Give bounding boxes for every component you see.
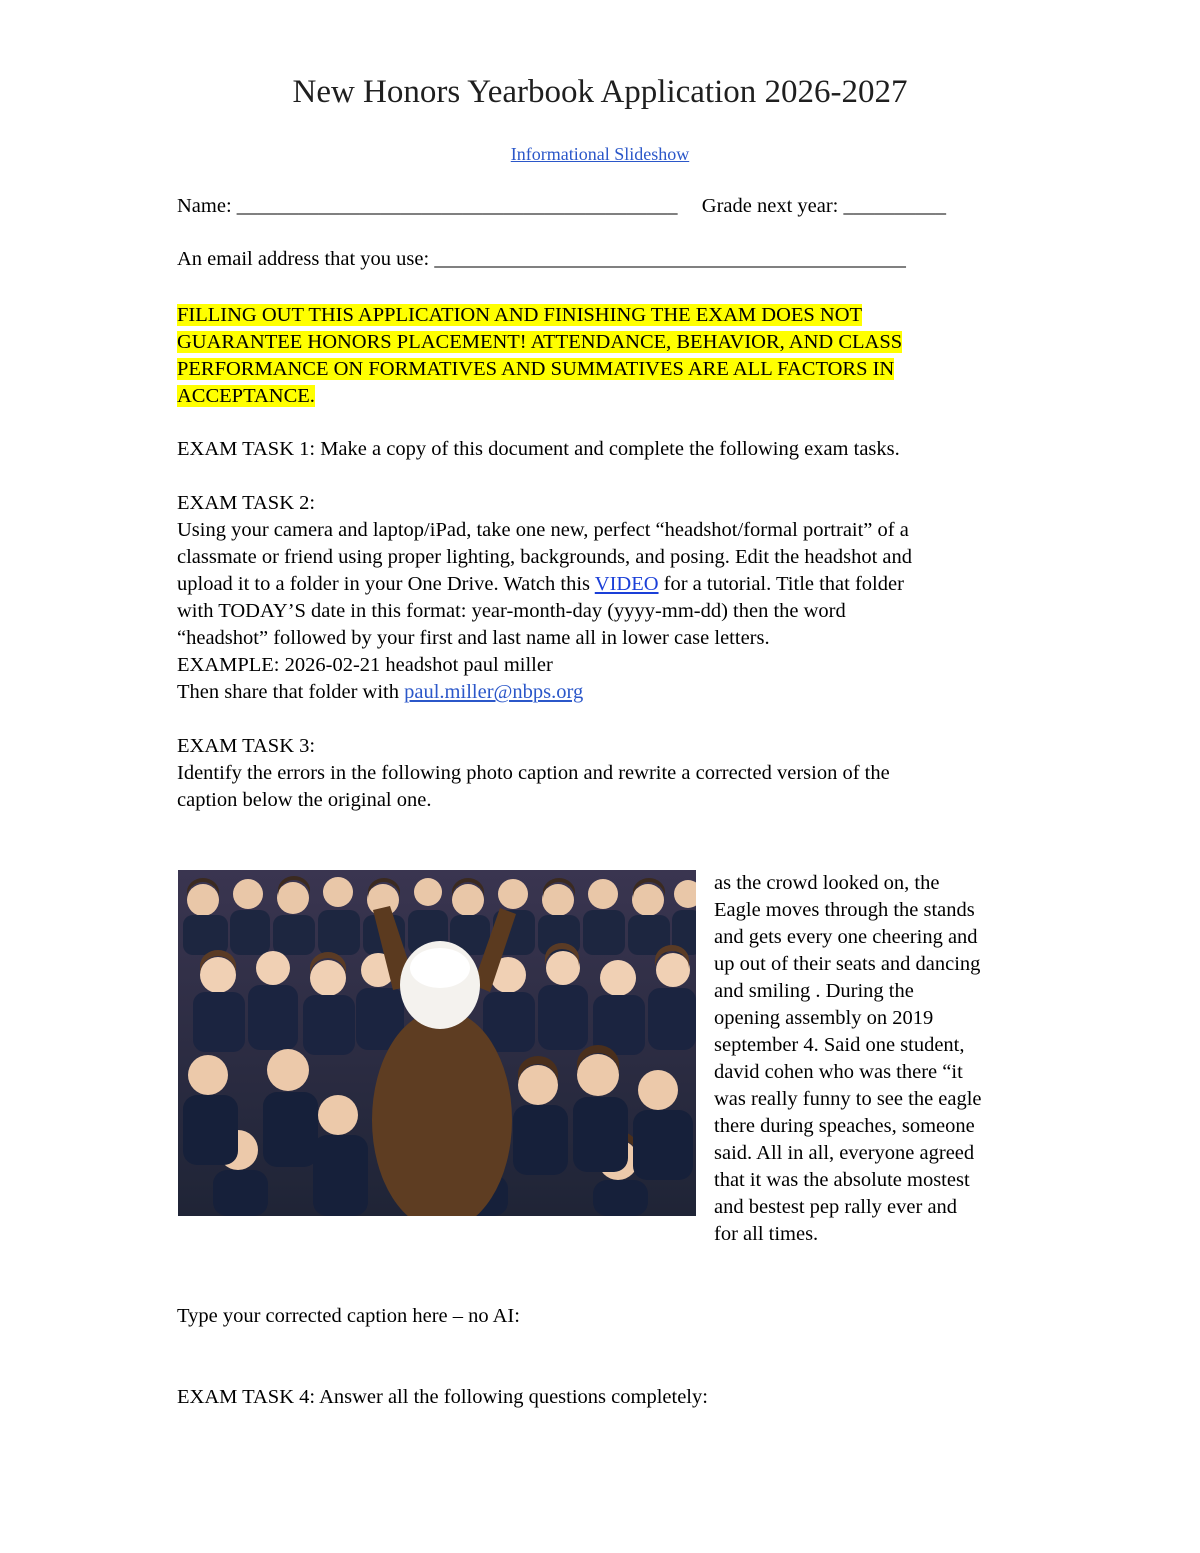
- caption-line: opening assembly on 2019: [714, 1007, 934, 1029]
- crowd-photo-icon: [178, 870, 696, 1216]
- caption-line: said. All in all, everyone agreed: [714, 1142, 975, 1164]
- page-title: New Honors Yearbook Application 2026-2027: [292, 74, 908, 110]
- email-link[interactable]: paul.miller@nbps.org: [404, 681, 584, 703]
- exam-task-3: [177, 733, 1037, 814]
- informational-slideshow-link[interactable]: Informational Slideshow: [510, 144, 690, 164]
- task-2-text: classmate or friend using proper lighting, backgrounds, and posing. Edit the headshot and: [177, 546, 912, 568]
- warning-line: FILLING OUT THIS APPLICATION AND FINISHING THE EXAM DOES NOT: [177, 304, 863, 326]
- caption-line: david cohen who was there “it: [714, 1061, 963, 1083]
- task-3-text: caption below the original one.: [177, 789, 432, 811]
- warning-line: ACCEPTANCE.: [177, 385, 315, 407]
- task-2-text: Using your camera and laptop/iPad, take one new, perfect “headshot/formal portrait” of a: [177, 519, 909, 541]
- grade-field[interactable]: Grade next year: __________: [701, 195, 946, 217]
- exam-task-2: [177, 490, 1037, 706]
- caption-line: as the crowd looked on, the: [714, 872, 940, 894]
- task-3-text: Identify the errors in the following photo caption and rewrite a corrected version of the: [177, 762, 890, 784]
- caption-line: that it was the absolute mostest: [714, 1169, 970, 1191]
- name-field[interactable]: Name: ___________________________________________: [177, 195, 678, 217]
- video-link[interactable]: VIDEO: [594, 573, 659, 595]
- task-2-heading: EXAM TASK 2:: [177, 492, 316, 514]
- slideshow-link-row: [0, 142, 1200, 166]
- caption-line: Eagle moves through the stands: [714, 899, 975, 921]
- caption-line: and gets every one cheering and: [714, 926, 978, 948]
- task-2-text: with TODAY’S date in this format: year-month-day (yyyy-mm-dd) then the word: [177, 600, 846, 622]
- caption-line: and smiling . During the: [714, 980, 914, 1002]
- caption-line: september 4. Said one student,: [714, 1034, 965, 1056]
- caption-line: for all times.: [714, 1223, 819, 1245]
- task-2-text: upload it to a folder in your One Drive. Watch this VIDEO for a tutorial. Title that folder: [177, 573, 904, 595]
- caption-line: up out of their seats and dancing: [714, 953, 981, 975]
- exam-task-4: EXAM TASK 4: Answer all the following questions completely:: [177, 1386, 708, 1408]
- task-2-share: Then share that folder with paul.miller@nbps.org: [177, 681, 584, 703]
- task-2-example: EXAMPLE: 2026-02-21 headshot paul miller: [177, 654, 553, 676]
- name-field-row: [177, 193, 946, 220]
- task-3-heading: EXAM TASK 3:: [177, 735, 316, 757]
- corrected-caption-prompt[interactable]: Type your corrected caption here – no AI:: [177, 1305, 520, 1327]
- caption-line: and bestest pep rally ever and: [714, 1196, 958, 1218]
- warning-line: PERFORMANCE ON FORMATIVES AND SUMMATIVES ARE ALL FACTORS IN: [177, 358, 895, 380]
- warning-line: GUARANTEE HONORS PLACEMENT! ATTENDANCE, BEHAVIOR, AND CLASS: [177, 331, 903, 353]
- photo-caption: [714, 870, 1034, 1248]
- pep-rally-photo: [178, 870, 696, 1216]
- task-2-text: “headshot” followed by your first and last name all in lower case letters.: [177, 627, 770, 649]
- caption-line: was really funny to see the eagle: [714, 1088, 982, 1110]
- placement-warning: [177, 302, 1037, 410]
- email-field[interactable]: An email address that you use: ______________________________________________: [177, 248, 906, 270]
- exam-task-1: EXAM TASK 1: Make a copy of this document and complete the following exam tasks.: [177, 438, 900, 460]
- caption-line: there during speaches, someone: [714, 1115, 975, 1137]
